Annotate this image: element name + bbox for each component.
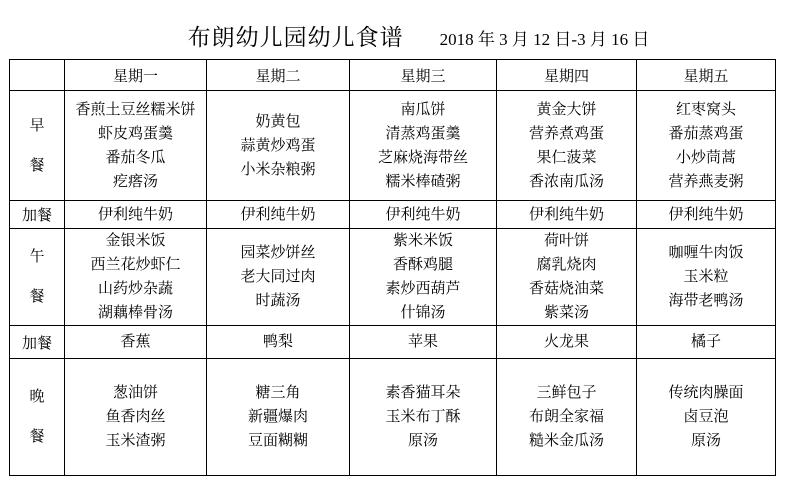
menu-cell <box>65 201 207 229</box>
dish-item: 虾皮鸡蛋羹 <box>97 125 173 142</box>
menu-cell <box>350 229 497 326</box>
dish-item: 营养煮鸡蛋 <box>528 125 604 142</box>
document-header <box>0 0 785 59</box>
meal-label-char: 餐 <box>29 157 45 174</box>
dish-item: 香酥鸡腿 <box>392 257 453 273</box>
corner-cell <box>10 60 65 91</box>
menu-cell <box>350 359 497 476</box>
dish-item: 玉米渣粥 <box>105 433 166 449</box>
dish-item: 香菇烧油菜 <box>528 281 604 297</box>
dish-item: 新疆爆肉 <box>247 409 308 425</box>
dish-item: 营养燕麦粥 <box>668 173 744 190</box>
dish-item: 奶黄包 <box>255 113 301 130</box>
menu-cell <box>637 326 776 359</box>
dish-item: 三鲜包子 <box>536 385 597 401</box>
meal-label-dinner <box>10 359 65 476</box>
menu-cell <box>207 229 350 326</box>
dish-item: 橘子 <box>690 334 721 350</box>
dish-item: 香蕉 <box>120 334 151 350</box>
dish-item: 疙瘩汤 <box>112 173 158 190</box>
dish-item: 紫米米饭 <box>392 233 453 249</box>
meal-label-char: 午 <box>29 249 45 265</box>
dish-item: 时蔬汤 <box>255 293 301 309</box>
day-header: 星期五 <box>637 60 776 91</box>
dish-item: 伊利纯牛奶 <box>668 206 744 223</box>
menu-table-body <box>10 91 776 476</box>
dish-item: 湖藕棒骨汤 <box>97 305 173 321</box>
menu-cell <box>65 229 207 326</box>
dish-item: 小炒茼蒿 <box>675 149 736 166</box>
dish-item: 蒜黄炒鸡蛋 <box>240 137 316 154</box>
dish-item: 南瓜饼 <box>400 101 446 118</box>
date-range: 2018 年 3 月 12 日-3 月 16 日 <box>439 30 650 49</box>
dish-item: 小米杂粮粥 <box>240 161 316 178</box>
dish-item: 金银米饭 <box>105 233 166 249</box>
dish-item: 海带老鸭汤 <box>668 293 744 309</box>
menu-cell <box>497 326 637 359</box>
dish-item: 伊利纯牛奶 <box>97 206 173 223</box>
day-header: 星期一 <box>65 60 207 91</box>
dish-item: 葱油饼 <box>112 385 158 401</box>
menu-table <box>9 59 776 476</box>
dish-item: 香煎土豆丝糯米饼 <box>75 101 196 118</box>
dish-item: 清蒸鸡蛋羹 <box>385 125 461 142</box>
menu-cell <box>65 326 207 359</box>
menu-cell <box>497 201 637 229</box>
dish-item: 素香猫耳朵 <box>385 385 461 401</box>
dish-item: 伊利纯牛奶 <box>385 206 461 223</box>
dish-item: 什锦汤 <box>400 305 446 321</box>
menu-cell <box>207 359 350 476</box>
meal-label-breakfast <box>10 91 65 201</box>
menu-cell <box>637 91 776 201</box>
dish-item: 玉米粒 <box>683 269 729 285</box>
menu-cell <box>65 359 207 476</box>
dish-item: 山药炒杂蔬 <box>97 281 173 297</box>
menu-cell <box>207 91 350 201</box>
menu-cell <box>637 201 776 229</box>
dish-item: 传统肉臊面 <box>668 385 744 401</box>
dish-item: 原汤 <box>690 433 721 449</box>
menu-row-dinner <box>10 359 776 476</box>
dish-item: 园菜炒饼丝 <box>240 245 316 261</box>
meal-label-char: 餐 <box>29 429 45 445</box>
dish-item: 芝麻烧海带丝 <box>377 149 468 166</box>
dish-item: 黄金大饼 <box>536 101 597 118</box>
day-header: 星期四 <box>497 60 637 91</box>
menu-cell <box>350 91 497 201</box>
dish-item: 荷叶饼 <box>543 233 589 249</box>
menu-cell <box>65 91 207 201</box>
dish-item: 卤豆泡 <box>683 409 729 425</box>
meal-label-morning-snack: 加餐 <box>10 201 65 229</box>
dish-item: 咖喱牛肉饭 <box>668 245 744 261</box>
dish-item: 香浓南瓜汤 <box>528 173 604 190</box>
dish-item: 糙米金瓜汤 <box>528 433 604 449</box>
menu-cell <box>350 201 497 229</box>
meal-label-afternoon-snack: 加餐 <box>10 326 65 359</box>
dish-item: 豆面糊糊 <box>247 433 308 449</box>
menu-cell <box>497 359 637 476</box>
meal-label-char: 晚 <box>29 389 45 405</box>
page-title: 布朗幼儿园幼儿食谱 <box>187 25 404 50</box>
dish-item: 玉米布丁酥 <box>385 409 461 425</box>
dish-item: 火龙果 <box>543 334 589 350</box>
dish-item: 鱼香肉丝 <box>105 409 166 425</box>
dish-item: 红枣窝头 <box>675 101 736 118</box>
dish-item: 鸭梨 <box>262 334 293 350</box>
menu-cell <box>497 229 637 326</box>
menu-row-lunch <box>10 229 776 326</box>
menu-cell <box>207 201 350 229</box>
dish-item: 原汤 <box>407 433 438 449</box>
menu-cell <box>637 229 776 326</box>
dish-item: 伊利纯牛奶 <box>528 206 604 223</box>
dish-item: 糖三角 <box>255 385 301 401</box>
dish-item: 西兰花炒虾仁 <box>90 257 181 273</box>
dish-item: 番茄蒸鸡蛋 <box>668 125 744 142</box>
menu-cell <box>497 91 637 201</box>
menu-row-breakfast <box>10 91 776 201</box>
menu-cell <box>637 359 776 476</box>
dish-item: 素炒西葫芦 <box>385 281 461 297</box>
dish-item: 老大同过肉 <box>240 269 316 285</box>
day-header: 星期二 <box>207 60 350 91</box>
dish-item: 伊利纯牛奶 <box>240 206 316 223</box>
menu-cell <box>207 326 350 359</box>
meal-label-char: 餐 <box>29 289 45 305</box>
day-header: 星期三 <box>350 60 497 91</box>
meal-label-lunch <box>10 229 65 326</box>
meal-label-char: 早 <box>29 117 45 134</box>
dish-item: 糯米棒碴粥 <box>385 173 461 190</box>
dish-item: 苹果 <box>407 334 438 350</box>
dish-item: 布朗全家福 <box>528 409 604 425</box>
menu-row-afternoon-snack <box>10 326 776 359</box>
menu-cell <box>350 326 497 359</box>
menu-table-header-row <box>10 60 776 91</box>
menu-row-morning-snack <box>10 201 776 229</box>
dish-item: 番茄冬瓜 <box>105 149 166 166</box>
dish-item: 腐乳烧肉 <box>536 257 597 273</box>
dish-item: 果仁菠菜 <box>536 149 597 166</box>
dish-item: 紫菜汤 <box>543 305 589 321</box>
